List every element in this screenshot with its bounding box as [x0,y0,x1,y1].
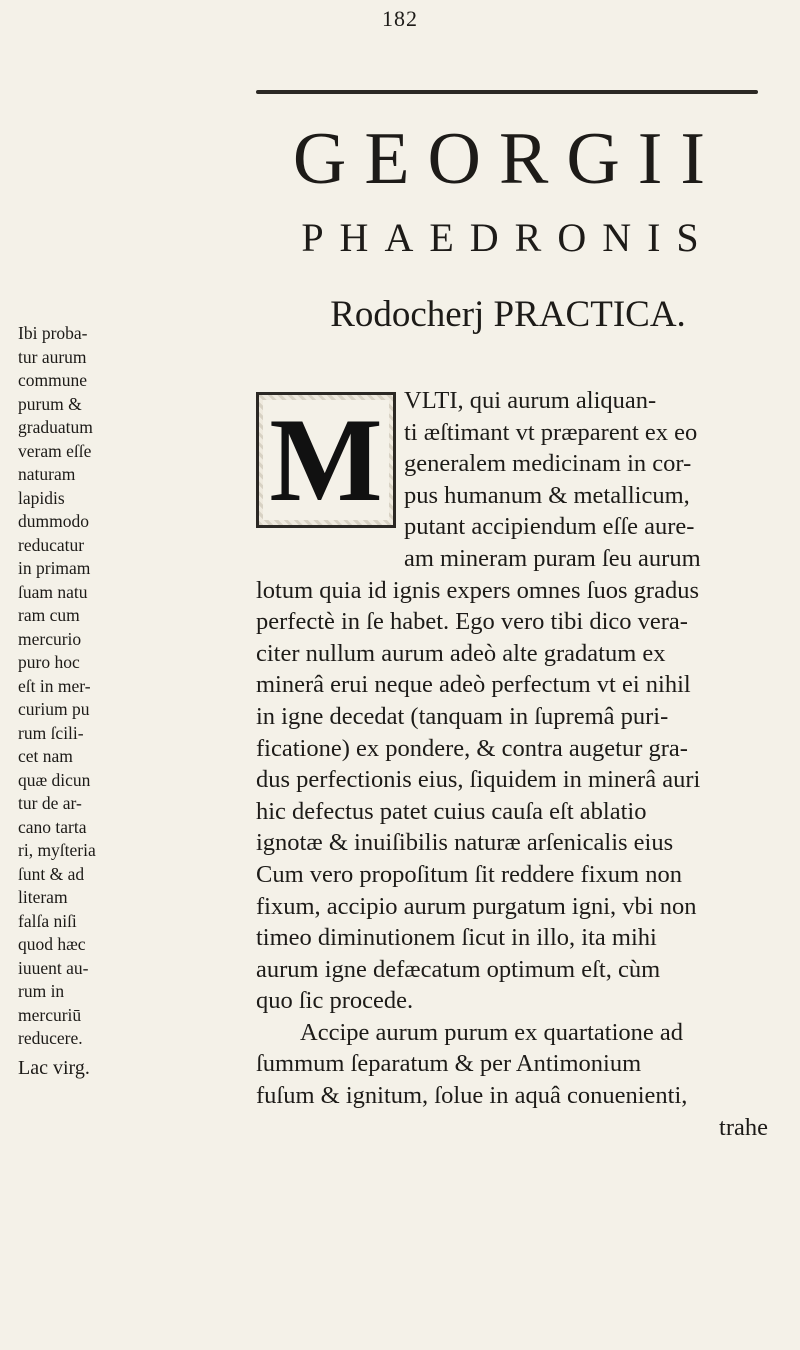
margin-note-line: veram eſſe [18,440,92,461]
text-line: putant accipiendum eſſe aure- [404,513,695,541]
text-line: VLTI, qui aurum aliquan- [404,387,657,414]
text-line: am mineram puram ſeu aurum [404,544,701,572]
text-line: citer nullum aurum adeò alte gradatum ex [256,639,666,667]
margin-note-line: tur de ar- [18,793,82,813]
margin-note-line: cet nam [18,746,73,766]
margin-note-line: purum & [18,393,82,414]
text-line: in igne decedat (tanquam in ſupremâ puri- [256,702,669,730]
margin-note-line: ram cum [18,605,80,625]
title-author-surname: PHAEDRONIS [301,215,715,260]
text-line: fuſum & ignitum, ſolue in aquâ conuenienti, [256,1082,688,1110]
title-work: Rodocherj PRACTICA. [330,294,686,335]
margin-note-line: lapidis [18,487,65,508]
margin-note-line: rum ſcili- [18,722,84,743]
margin-note-line: eſt in mer- [18,675,91,696]
margin-note-line: ſuam natu [18,581,88,602]
margin-note [18,322,126,1051]
initial-letter: M [263,400,388,520]
margin-note-line: dummodo [18,511,89,531]
margin-note-line: ri, myſteria [18,840,96,860]
text-line: pus humanum & metallicum, [404,481,690,509]
title-author-first-name: GEORGII [292,118,724,200]
margin-note-line: quod hæc [18,934,86,954]
text-line: ti æſtimant vt præparent ex eo [404,418,698,446]
text-line: Cum vero propoſitum ſit reddere fixum non [256,860,682,888]
margin-note-line: falſa niſi [18,910,77,931]
page-number: 182 [382,6,418,31]
margin-note-line: iuuent au- [18,957,89,978]
margin-note-line: commune [18,370,88,390]
margin-note-line: cano tarta [18,816,87,837]
text-line: hic defectus patet cuius cauſa eſt ablatio [256,797,647,825]
text-line: perfectè in ſe habet. Ego vero tibi dico vera- [256,608,688,636]
margin-note-line: tur aurum [18,346,87,367]
text-line: dus perfectionis eius, ſiquidem in minerâ auri [256,766,701,794]
margin-note-line: in primam [18,558,91,578]
margin-note-line: curium pu [18,699,90,719]
text-line: Accipe aurum purum ex quartatione ad [300,1018,684,1046]
margin-note-line: rum in [18,981,65,1001]
margin-catchword: Lac virg. [18,1057,90,1079]
margin-note-line: naturam [18,464,76,484]
text-line: generalem medicinam in cor- [404,450,692,478]
margin-note-line: quæ dicun [18,769,91,790]
text-line: quo ſic procede. [256,987,414,1015]
text-line: timeo diminutionem ſicut in illo, ita mihi [256,924,657,952]
margin-note-line: mercurio [18,628,82,649]
margin-note-line: reducere. [18,1028,83,1048]
margin-note-line: mercuriū [18,1004,82,1025]
text-line: ſummum ſeparatum & per Antimonium [256,1050,642,1078]
margin-note-line: Ibi proba- [18,323,88,343]
margin-note-line: ſunt & ad [18,863,85,884]
header-rule [256,90,758,94]
main-text [256,385,768,1143]
catchword-right: trahe [719,1113,768,1141]
text-line: ignotæ & inuiſibilis naturæ arſenicalis eius [256,829,674,857]
text-line: lotum quia id ignis expers omnes ſuos gradus [256,576,699,604]
margin-note-line: reducatur [18,534,85,555]
margin-note-line: puro hoc [18,652,80,672]
text-line: minerâ erui neque adeò perfectum vt ei nihil [256,671,691,699]
margin-note-line: graduatum [18,417,93,437]
text-line: fixum, accipio aurum purgatum igni, vbi non [256,892,697,920]
margin-note-line: literam [18,887,68,907]
text-line: ficatione) ex pondere, & contra augetur gra- [256,734,688,762]
text-line: aurum igne defæcatum optimum eſt, cùm [256,955,661,983]
